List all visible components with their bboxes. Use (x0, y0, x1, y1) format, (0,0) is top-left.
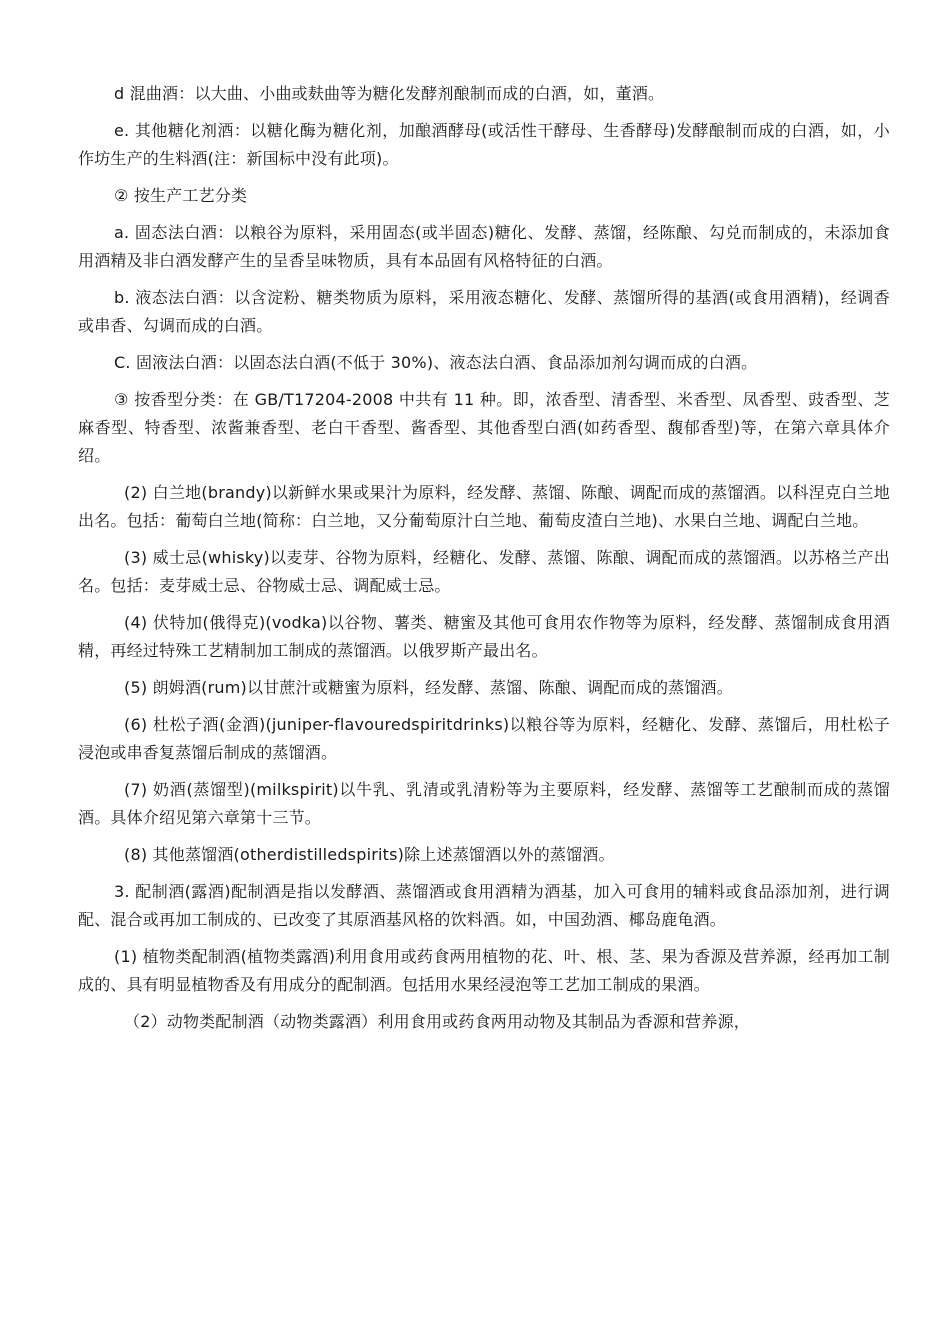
paragraph-gin: (6) 杜松子酒(金酒)(juniper-flavouredspiritdrinks)以粮谷等为原料，经糖化、发酵、蒸馏后，用杜松子浸泡或串香复蒸馏后制成的蒸馏酒。 (78, 715, 890, 762)
paragraph-other-saccharifier-liquor: e. 其他糖化剂酒：以糖化酶为糖化剂，加酿酒酵母(或活性干酵母、生香酵母)发酵酿制而成的白酒，如，小作坊生产的生料酒(注：新国标中没有此项)。 (78, 121, 890, 168)
paragraph-solid-state-liquor: a. 固态法白酒：以粮谷为原料，采用固态(或半固态)糖化、发酵、蒸馏，经陈酿、勾兑而制成的，未添加食用酒精及非白酒发酵产生的呈香呈味物质，具有本品固有风格特征的白酒。 (78, 223, 890, 270)
paragraph-other-distilled-spirits: (8) 其他蒸馏酒(otherdistilledspirits)除上述蒸馏酒以外的蒸馏酒。 (124, 845, 615, 864)
paragraph-liquid-state-liquor: b. 液态法白酒：以含淀粉、糖类物质为原料，采用液态糖化、发酵、蒸馏所得的基酒(或食用酒精)，经调香或串香、勾调而成的白酒。 (78, 288, 890, 335)
paragraph-by-aroma-type: ③ 按香型分类：在 GB/T17204-2008 中共有 11 种。即，浓香型、清香型、米香型、凤香型、豉香型、芝麻香型、特香型、浓酱兼香型、老白干香型、酱香型、其他香型白酒(如药香型、馥郁香型)等，在第六章具体介绍。 (78, 390, 890, 465)
document-page (78, 80, 890, 1045)
paragraph-solid-liquid-liquor: C. 固液法白酒：以固态法白酒(不低于 30%)、液态法白酒、食品添加剂勾调而成的白酒。 (114, 353, 758, 372)
paragraph-milk-spirit: (7) 奶酒(蒸馏型)(milkspirit)以牛乳、乳清或乳清粉等为主要原料，经发酵、蒸馏等工艺酿制而成的蒸馏酒。具体介绍见第六章第十三节。 (78, 780, 890, 827)
paragraph-blended-liquor: 3. 配制酒(露酒)配制酒是指以发酵酒、蒸馏酒或食用酒精为酒基，加入可食用的辅料或食品添加剂，进行调配、混合或再加工制成的、已改变了其原酒基风格的饮料酒。如，中国劲酒、椰岛鹿龟酒。 (78, 882, 890, 929)
paragraph-mixed-qu-liquor: d 混曲酒：以大曲、小曲或麸曲等为糖化发酵剂酿制而成的白酒，如，董酒。 (114, 84, 665, 103)
paragraph-animal-blended-liquor: （2）动物类配制酒（动物类露酒）利用食用或药食两用动物及其制品为香源和营养源， (124, 1012, 750, 1031)
paragraph-rum: (5) 朗姆酒(rum)以甘蔗汁或糖蜜为原料，经发酵、蒸馏、陈酿、调配而成的蒸馏酒。 (124, 678, 733, 697)
paragraph-vodka: (4) 伏特加(俄得克)(vodka)以谷物、薯类、糖蜜及其他可食用农作物等为原料，经发酵、蒸馏制成食用酒精，再经过特殊工艺精制加工制成的蒸馏酒。以俄罗斯产最出名。 (78, 613, 890, 660)
paragraph-brandy: (2) 白兰地(brandy)以新鲜水果或果汁为原料，经发酵、蒸馏、陈酿、调配而成的蒸馏酒。以科涅克白兰地出名。包括：葡萄白兰地(简称：白兰地，又分葡萄原汁白兰地、葡萄皮渣白兰地)、水果白兰地、调配白兰地。 (78, 483, 890, 530)
paragraph-plant-blended-liquor: (1) 植物类配制酒(植物类露酒)利用食用或药食两用植物的花、叶、根、茎、果为香源及营养源，经再加工制成的、具有明显植物香及有用成分的配制酒。包括用水果经浸泡等工艺加工制成的果酒。 (78, 947, 890, 994)
heading-by-production-process: ② 按生产工艺分类 (114, 186, 248, 205)
paragraph-whisky: (3) 威士忌(whisky)以麦芽、谷物为原料，经糖化、发酵、蒸馏、陈酿、调配而成的蒸馏酒。以苏格兰产出名。包括：麦芽威士忌、谷物威士忌、调配威士忌。 (78, 548, 890, 595)
